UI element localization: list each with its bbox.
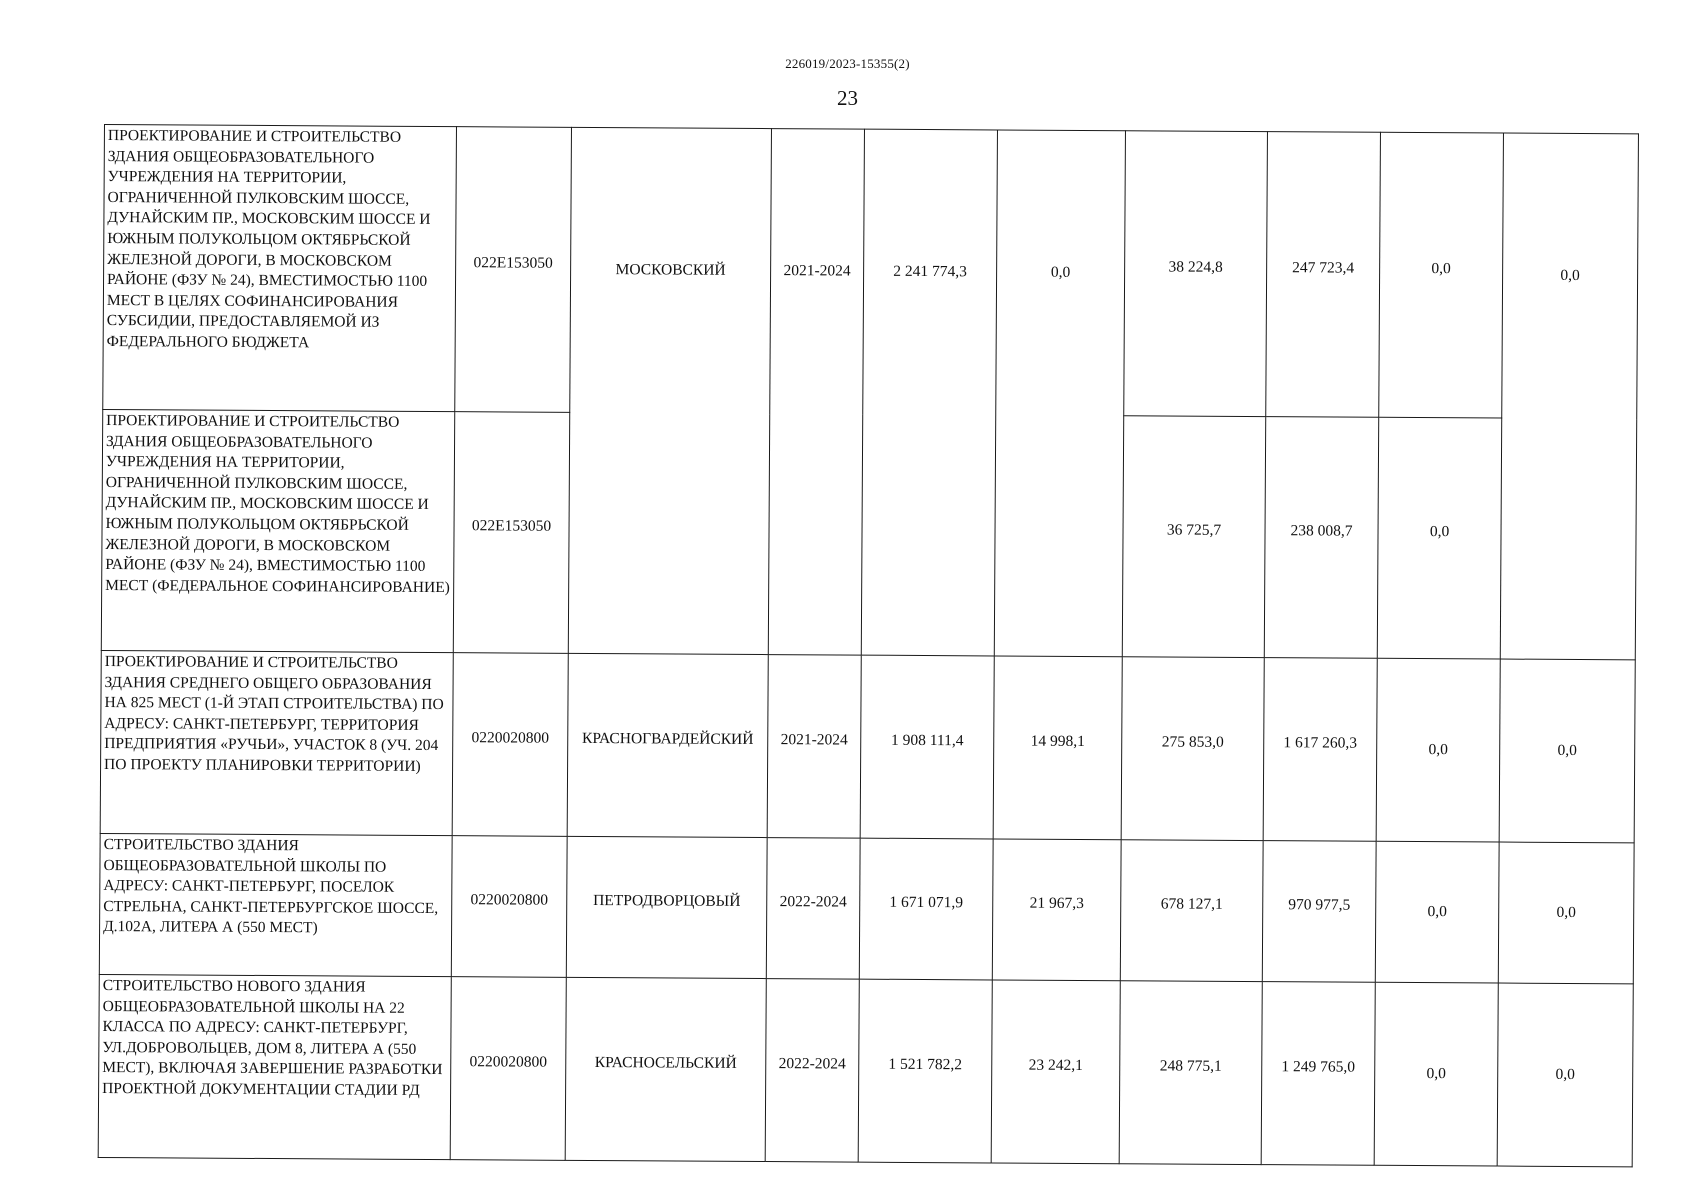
budget-code: 0220020800 <box>451 836 567 978</box>
total-cost-cell <box>861 129 997 656</box>
total-cost: 1 908 111,4 <box>860 655 994 839</box>
district-name: КРАСНОГВАРДЕЙСКИЙ <box>567 653 768 837</box>
period-cell <box>768 129 864 656</box>
total-cost: 1 521 782,2 <box>858 979 992 1163</box>
value-1: 14 998,1 <box>993 656 1122 840</box>
total-cost: 1 671 071,9 <box>859 838 993 980</box>
project-description: ПРОЕКТИРОВАНИЕ И СТРОИТЕЛЬСТВО ЗДАНИЯ СРЕДНЕГО ОБЩЕГО ОБРАЗОВАНИЯ НА 825 МЕСТ (1-Й ЭТАП СТРОИТЕЛЬСТВА) ПО АДРЕСУ: САНКТ-ПЕТЕРБУРГ, ТЕРРИТОРИЯ ПРЕДПРИЯТИЯ «РУЧЬИ», УЧАСТОК 8 (УЧ. 204 ПО ПРОЕКТУ ПЛАНИРОВКИ ТЕРРИТОРИИ) <box>100 650 453 835</box>
value-3: 1 617 260,3 <box>1263 658 1377 842</box>
value-3: 238 008,7 <box>1264 417 1378 659</box>
value-5: 0,0 <box>1560 267 1580 285</box>
value-5: 0,0 <box>1497 983 1633 1167</box>
project-description: СТРОИТЕЛЬСТВО ЗДАНИЯ ОБЩЕОБРАЗОВАТЕЛЬНОЙ ШКОЛЫ ПО АДРЕСУ: САНКТ-ПЕТЕРБУРГ, ПОСЕЛОК СТРЕЛЬНА, САНКТ-ПЕТЕРБУРГСКОЕ ШОССЕ, Д.102А, ЛИТЕРА А (550 МЕСТ) <box>99 833 452 976</box>
value-5: 0,0 <box>1498 842 1634 984</box>
value-1: 0,0 <box>1050 264 1071 282</box>
district-cell <box>568 127 771 654</box>
value-2: 248 775,1 <box>1119 981 1262 1165</box>
value-3: 1 249 765,0 <box>1261 982 1375 1166</box>
value-2: 36 725,7 <box>1122 416 1265 658</box>
project-description: ПРОЕКТИРОВАНИЕ И СТРОИТЕЛЬСТВО ЗДАНИЯ ОБЩЕОБРАЗОВАТЕЛЬНОГО УЧРЕЖДЕНИЯ НА ТЕРРИТОРИИ, ОГРАНИЧЕННОЙ ПУЛКОВСКИМ ШОССЕ, ДУНАЙСКИМ ПР., МОСКОВСКИМ ШОССЕ И ЮЖНЫМ ПОЛУКОЛЬЦОМ ОКТЯБРЬСКОЙ ЖЕЛЕЗНОЙ ДОРОГИ, В МОСКОВСКОМ РАЙОНЕ (ФЗУ № 24), ВМЕСТИМОСТЬЮ 1100 МЕСТ В ЦЕЛЯХ СОФИНАНСИРОВАНИЯ СУБСИДИИ, ПРЕДОСТАВЛЯЕМОЙ ИЗ ФЕДЕРАЛЬНОГО БЮДЖЕТА <box>103 125 457 412</box>
period: 2021-2024 <box>783 262 851 280</box>
district-name: МОСКОВСКИЙ <box>615 261 726 280</box>
budget-code: 022E153050 <box>455 127 572 413</box>
program-table <box>98 124 1639 1167</box>
budget-code: 0220020800 <box>450 977 566 1161</box>
period: 2021-2024 <box>767 655 861 839</box>
period: 2022-2024 <box>765 979 859 1163</box>
value-4: 0,0 <box>1375 841 1499 983</box>
value-5: 0,0 <box>1499 659 1635 843</box>
value-2: 38 224,8 <box>1124 131 1268 417</box>
value-2: 275 853,0 <box>1121 657 1264 841</box>
table-row <box>100 650 1635 842</box>
period: 2022-2024 <box>766 838 860 980</box>
budget-code: 0220020800 <box>452 653 568 837</box>
value-3: 247 723,4 <box>1266 132 1381 418</box>
value-4: 0,0 <box>1379 132 1504 418</box>
value-3: 970 977,5 <box>1262 841 1376 983</box>
value-4: 0,0 <box>1374 982 1498 1166</box>
project-description: ПРОЕКТИРОВАНИЕ И СТРОИТЕЛЬСТВО ЗДАНИЯ ОБЩЕОБРАЗОВАТЕЛЬНОГО УЧРЕЖДЕНИЯ НА ТЕРРИТОРИИ, ОГРАНИЧЕННОЙ ПУЛКОВСКИМ ШОССЕ, ДУНАЙСКИМ ПР., МОСКОВСКИМ ШОССЕ И ЮЖНЫМ ПОЛУКОЛЬЦОМ ОКТЯБРЬСКОЙ ЖЕЛЕЗНОЙ ДОРОГИ, В МОСКОВСКОМ РАЙОНЕ (ФЗУ № 24), ВМЕСТИМОСТЬЮ 1100 МЕСТ (ФЕДЕРАЛЬНОЕ СОФИНАНСИРОВАНИЕ) <box>101 409 454 652</box>
value-2: 678 127,1 <box>1120 840 1263 982</box>
value-4: 0,0 <box>1377 417 1501 659</box>
table-row <box>98 974 1633 1166</box>
district-name: КРАСНОСЕЛЬСКИЙ <box>565 977 766 1161</box>
value-5-cell <box>1500 133 1638 660</box>
value-1-cell <box>994 130 1125 657</box>
value-1: 21 967,3 <box>992 839 1121 981</box>
project-description: СТРОИТЕЛЬСТВО НОВОГО ЗДАНИЯ ОБЩЕОБРАЗОВАТЕЛЬНОЙ ШКОЛЫ НА 22 КЛАССА ПО АДРЕСУ: САНКТ-ПЕТЕРБУРГ, УЛ.ДОБРОВОЛЬЦЕВ, ДОМ 8, ЛИТЕРА А (550 МЕСТ), ВКЛЮЧАЯ ЗАВЕРШЕНИЕ РАЗРАБОТКИ ПРОЕКТНОЙ ДОКУМЕНТАЦИИ СТАДИИ РД <box>98 974 451 1159</box>
budget-code: 022E153050 <box>453 412 569 654</box>
table-row <box>103 125 1639 419</box>
document-registration-number: 226019/2023-15355(2) <box>785 56 910 71</box>
table-row <box>99 833 1634 983</box>
district-name: ПЕТРОДВОРЦОВЫЙ <box>566 836 767 978</box>
page-number: 23 <box>837 86 858 110</box>
total-cost: 2 241 774,3 <box>893 263 967 281</box>
value-1: 23 242,1 <box>991 980 1120 1164</box>
value-4: 0,0 <box>1376 658 1500 842</box>
